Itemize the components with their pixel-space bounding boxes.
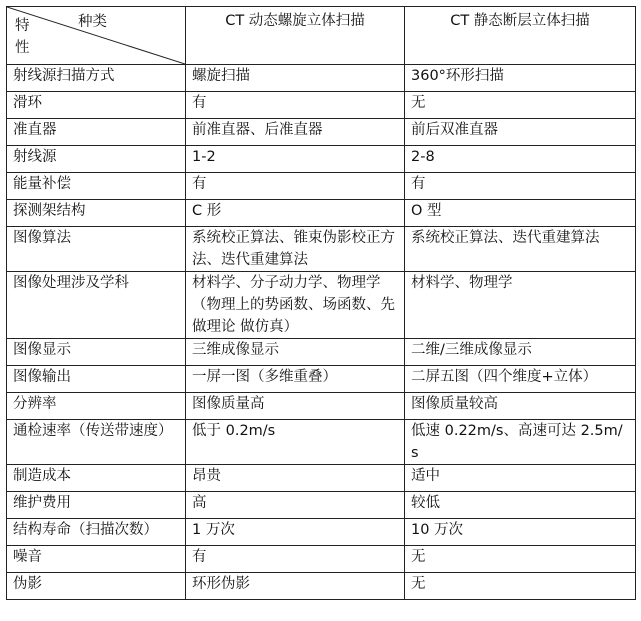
cell-static: 无 [405,546,636,573]
cell-property: 准直器 [7,119,186,146]
cell-dynamic: 低于 0.2m/s [186,420,405,465]
cell-dynamic: 图像质量高 [186,393,405,420]
cell-dynamic: 一屏一图（多维重叠） [186,366,405,393]
cell-static: 材料学、物理学 [405,272,636,339]
cell-property: 制造成本 [7,465,186,492]
table-row [7,173,636,200]
cell-property: 能量补偿 [7,173,186,200]
header-category-label: 种类 [78,14,107,30]
table-row [7,546,636,573]
table-row [7,200,636,227]
comparison-table [6,6,636,600]
cell-static: 2-8 [405,146,636,173]
cell-dynamic: 螺旋扫描 [186,65,405,92]
cell-property: 结构寿命（扫描次数） [7,519,186,546]
cell-property: 射线源 [7,146,186,173]
table-row [7,393,636,420]
header-col-static: CT 静态断层立体扫描 [405,7,636,65]
cell-dynamic: 环形伪影 [186,573,405,600]
cell-static: O 型 [405,200,636,227]
table-row [7,366,636,393]
cell-dynamic: 有 [186,546,405,573]
table-row [7,573,636,600]
cell-property: 图像显示 [7,339,186,366]
cell-property: 探测架结构 [7,200,186,227]
cell-static: 二维/三维成像显示 [405,339,636,366]
cell-static: 适中 [405,465,636,492]
table-row [7,119,636,146]
table-header-row [7,7,636,65]
cell-dynamic: 1 万次 [186,519,405,546]
table-row [7,272,636,339]
table-row [7,465,636,492]
cell-static: 系统校正算法、迭代重建算法 [405,227,636,272]
cell-property: 图像处理涉及学科 [7,272,186,339]
cell-property: 分辨率 [7,393,186,420]
cell-dynamic: C 形 [186,200,405,227]
cell-dynamic: 前准直器、后准直器 [186,119,405,146]
cell-property: 图像输出 [7,366,186,393]
cell-dynamic: 有 [186,92,405,119]
table-row [7,492,636,519]
cell-dynamic: 三维成像显示 [186,339,405,366]
cell-static: 有 [405,173,636,200]
cell-property: 维护费用 [7,492,186,519]
cell-static: 无 [405,92,636,119]
cell-static: 低速 0.22m/s、高速可达 2.5m/s [405,420,636,465]
table-row [7,146,636,173]
cell-static: 360°环形扫描 [405,65,636,92]
table-row [7,65,636,92]
cell-dynamic: 系统校正算法、锥束伪影校正方法、迭代重建算法 [186,227,405,272]
table-row [7,227,636,272]
cell-property: 射线源扫描方式 [7,65,186,92]
table-row [7,420,636,465]
cell-property: 噪音 [7,546,186,573]
cell-dynamic: 有 [186,173,405,200]
cell-dynamic: 昂贵 [186,465,405,492]
diagonal-header-cell [7,7,186,65]
cell-dynamic: 1-2 [186,146,405,173]
cell-static: 较低 [405,492,636,519]
cell-property: 滑环 [7,92,186,119]
cell-property: 图像算法 [7,227,186,272]
cell-static: 前后双准直器 [405,119,636,146]
cell-static: 无 [405,573,636,600]
table-row [7,92,636,119]
cell-property: 通检速率（传送带速度） [7,420,186,465]
header-col-dynamic: CT 动态螺旋立体扫描 [186,7,405,65]
cell-static: 二屏五图（四个维度+立体） [405,366,636,393]
cell-dynamic: 高 [186,492,405,519]
cell-property: 伪影 [7,573,186,600]
table-row [7,519,636,546]
header-property-label: 特性 [15,18,30,56]
table-row [7,339,636,366]
cell-static: 10 万次 [405,519,636,546]
cell-dynamic: 材料学、分子动力学、物理学（物理上的势函数、场函数、先做理论 做仿真） [186,272,405,339]
cell-static: 图像质量较高 [405,393,636,420]
